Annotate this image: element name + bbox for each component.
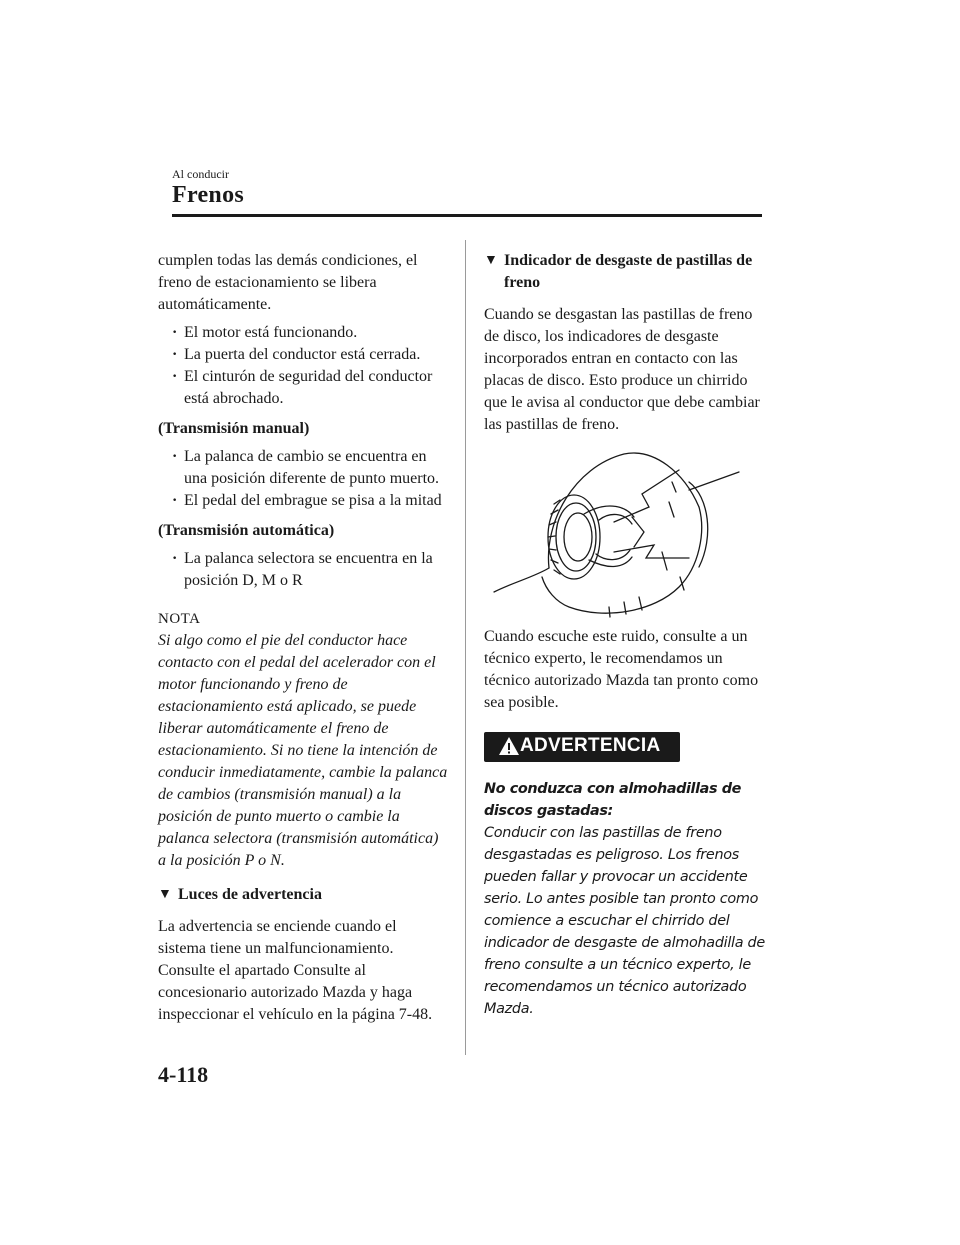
- warning-banner: [484, 732, 680, 762]
- warning-triangle-icon: [498, 736, 520, 756]
- note-text: Si algo como el pie del conductor hace contacto con el pedal del acelerador con el motor funcionando y freno de estacionamiento está aplicado, se puede liberar automáticamente el freno de estacionamiento. Si no tiene la intención de conducir inmediatamente, cambie la palanca de cambios (transmisión manual) a la posición de punto muerto o cambie la palanca selectora (transmisión automática) a la posición P o N.: [158, 632, 448, 869]
- manual-list: [158, 446, 448, 512]
- list-item: · El cinturón de seguridad del conductor está abrochado.: [158, 366, 448, 410]
- after-paragraph: Cuando escuche este ruido, consulte a un técnico experto, le recomendamos un técnico autorizado Mazda tan pronto como sea posible.: [484, 628, 759, 711]
- automatic-list: [158, 548, 448, 592]
- warning-lights-paragraph: La advertencia se enciende cuando el sistema tiene un malfuncionamiento. Consulte el apartado Consulte al concesionario autorizado Mazda y haga inspeccionar el vehículo en la página 7-48.: [158, 918, 433, 1023]
- pad-wear-heading: [484, 250, 769, 294]
- warning-label: ADVERTENCIA: [520, 735, 661, 756]
- warning-body: Conducir con las pastillas de freno desgastadas es peligroso. Los frenos pueden fallar y provocar un accidente serio. Lo antes posible tan pronto como comience a escuchar el chirrido del indicador de desgaste de almohadilla de freno consulte a un técnico experto, le recomendamos un técnico autorizado Mazda.: [484, 825, 765, 1017]
- triangle-down-icon: ▼: [484, 253, 498, 268]
- warning-title: No conduzca con almohadillas de discos gastadas:: [484, 781, 741, 819]
- note-label: NOTA: [158, 611, 201, 627]
- manual-transmission-label: (Transmisión manual): [158, 420, 310, 437]
- column-divider: [465, 240, 466, 1055]
- page-number: 4-118: [158, 1062, 209, 1087]
- list-item: · La palanca de cambio se encuentra en una posición diferente de punto muerto.: [158, 446, 448, 490]
- condition-list: [158, 322, 448, 410]
- triangle-down-icon: ▼: [158, 887, 172, 902]
- page-title: Frenos: [172, 182, 245, 208]
- section-label: Al conducir: [172, 167, 229, 181]
- pad-wear-paragraph: Cuando se desgastan las pastillas de freno de disco, los indicadores de desgaste incorporados entran en contacto con las placas de disco. Esto produce un chirrido que le avisa al conductor que debe cambiar las pastillas de freno.: [484, 306, 760, 433]
- automatic-transmission-label: (Transmisión automática): [158, 522, 335, 539]
- warning-lights-title: Luces de advertencia: [178, 886, 322, 903]
- header-rule: [172, 214, 762, 217]
- right-column: [484, 250, 769, 1020]
- pad-wear-title: Indicador de desgaste de pastillas de freno: [504, 252, 753, 291]
- warning-lights-heading: [158, 884, 448, 906]
- brake-disc-illustration: [484, 442, 769, 622]
- intro-paragraph: cumplen todas las demás condiciones, el freno de estacionamiento se libera automáticamente.: [158, 252, 418, 313]
- warning-text: [484, 778, 769, 1020]
- left-column: [158, 250, 448, 1026]
- list-item: · La puerta del conductor está cerrada.: [158, 344, 448, 366]
- list-item: · La palanca selectora se encuentra en la posición D, M o R: [158, 548, 448, 592]
- list-item: · El pedal del embrague se pisa a la mitad: [158, 490, 448, 512]
- list-item: · El motor está funcionando.: [158, 322, 448, 344]
